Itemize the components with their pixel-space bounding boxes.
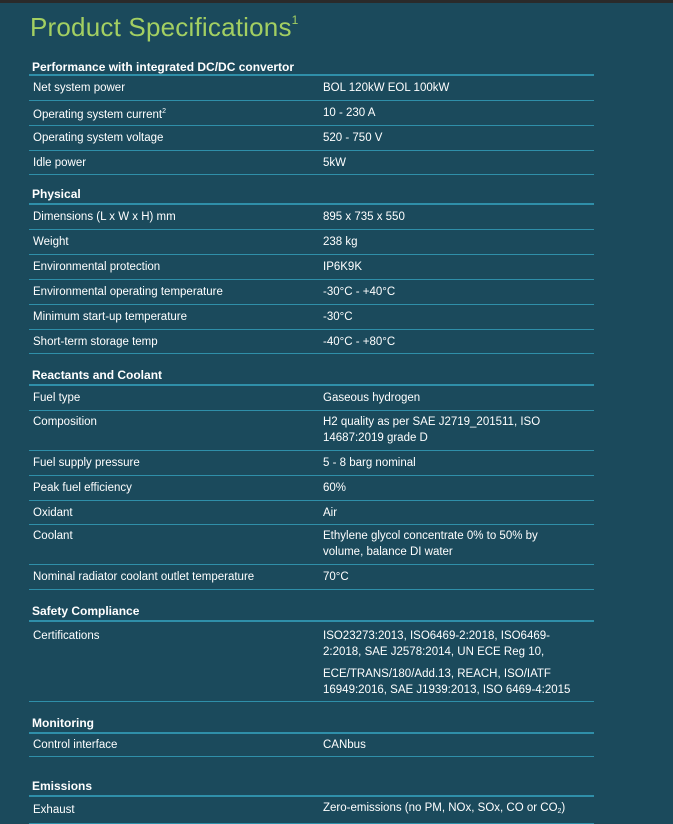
- spec-value: 10 - 230 A: [323, 107, 376, 119]
- spec-value: 520 - 750 V: [323, 132, 383, 144]
- spec-value: Ethylene glycol concentrate 0% to 50% by volume, balance DI water: [323, 530, 538, 558]
- section-heading: Physical: [29, 175, 594, 205]
- title-footnote-marker: 1: [291, 13, 299, 27]
- section-emissions: [29, 757, 594, 824]
- page-title: Product Specifications$^1$: [30, 12, 299, 42]
- spec-label: Operating system voltage: [33, 132, 164, 144]
- spec-row: [29, 205, 594, 230]
- spec-value: 895 x 735 x 550: [323, 211, 405, 223]
- spec-label: Minimum start-up temperature: [33, 311, 188, 323]
- spec-row: [29, 305, 594, 330]
- spec-row: [29, 386, 594, 411]
- spec-table: [29, 56, 594, 824]
- spec-label: Composition: [33, 416, 97, 428]
- spec-row: [29, 76, 594, 101]
- spec-row: [29, 101, 594, 126]
- spec-label: Nominal radiator coolant outlet temperature: [33, 571, 255, 583]
- section-heading: Emissions: [29, 757, 594, 797]
- section-safety: [29, 590, 594, 702]
- spec-label: Net system power: [33, 82, 126, 94]
- spec-row: [29, 280, 594, 305]
- spec-label: Exhaust: [33, 804, 75, 816]
- spec-label: Oxidant: [33, 506, 73, 519]
- spec-row: [29, 734, 594, 757]
- spec-row: [29, 126, 594, 151]
- spec-row: [29, 151, 594, 175]
- spec-row: [29, 622, 594, 702]
- spec-value: Air: [323, 506, 338, 519]
- spec-row: [29, 501, 594, 525]
- section-monitoring: [29, 702, 594, 757]
- spec-value: IP6K9K: [323, 261, 362, 273]
- section-heading: Safety Compliance: [29, 590, 594, 622]
- spec-label: Weight: [33, 236, 69, 248]
- section-heading: Performance with integrated DC/DC convertor: [29, 56, 594, 76]
- spec-value: -30°C - +40°C: [323, 286, 396, 298]
- footnote-marker: 2: [162, 107, 167, 115]
- spec-row: [29, 411, 594, 451]
- section-heading: Monitoring: [29, 702, 594, 734]
- spec-value: Zero-emissions (no PM, NOx, SOx, CO or $CO_2$): [323, 802, 566, 815]
- section-physical: [29, 175, 594, 354]
- spec-label: Fuel supply pressure: [33, 457, 140, 469]
- spec-row: [29, 230, 594, 255]
- spec-label: Certifications: [33, 630, 100, 642]
- spec-label: Peak fuel efficiency: [33, 482, 132, 494]
- spec-label: Dimensions (L x W x H) mm: [33, 211, 176, 223]
- spec-row: [29, 255, 594, 280]
- spec-value-line: ECE/TRANS/180/Add.13, REACH, ISO/IATF 16949:2016, SAE J1939:2013, ISO 6469-4:2015: [323, 668, 571, 696]
- spec-value: 238 kg: [323, 236, 358, 248]
- spec-row: [29, 451, 594, 476]
- top-edge-bar: [0, 0, 673, 3]
- spec-value: [323, 628, 594, 701]
- spec-row: [29, 797, 594, 824]
- spec-value: H2 quality as per SAE J2719_201511, ISO 14687:2019 grade D: [323, 416, 541, 444]
- section-heading: Reactants and Coolant: [29, 354, 594, 386]
- spec-label: Environmental protection: [33, 261, 161, 273]
- spec-value: Gaseous hydrogen: [323, 392, 421, 404]
- spec-row: [29, 565, 594, 590]
- spec-value: -40°C - +80°C: [323, 335, 396, 348]
- spec-value-line: ISO23273:2013, ISO6469-2:2018, ISO6469-2:2018, SAE J2578:2014, UN ECE Reg 10,: [323, 630, 550, 658]
- spec-value: 5 - 8 barg nominal: [323, 457, 416, 469]
- spec-row: [29, 525, 594, 565]
- spec-label: Coolant: [33, 530, 73, 542]
- spec-label: Fuel type: [33, 392, 81, 404]
- spec-label: Operating system current$^2$: [33, 107, 167, 121]
- spec-label: Idle power: [33, 156, 87, 169]
- spec-value: -30°C: [323, 311, 353, 323]
- spec-value: BOL 120kW EOL 100kW: [323, 82, 450, 94]
- spec-label: Short-term storage temp: [33, 335, 158, 348]
- spec-row: [29, 476, 594, 501]
- spec-row: [29, 330, 594, 354]
- spec-value: 60%: [323, 482, 347, 494]
- spec-label: Environmental operating temperature: [33, 286, 223, 298]
- spec-label: Control interface: [33, 739, 118, 751]
- spec-value: CANbus: [323, 739, 366, 751]
- spec-value: 5kW: [323, 156, 346, 169]
- spec-value: 70°C: [323, 571, 349, 583]
- section-performance: [29, 56, 594, 175]
- section-reactants: [29, 354, 594, 590]
